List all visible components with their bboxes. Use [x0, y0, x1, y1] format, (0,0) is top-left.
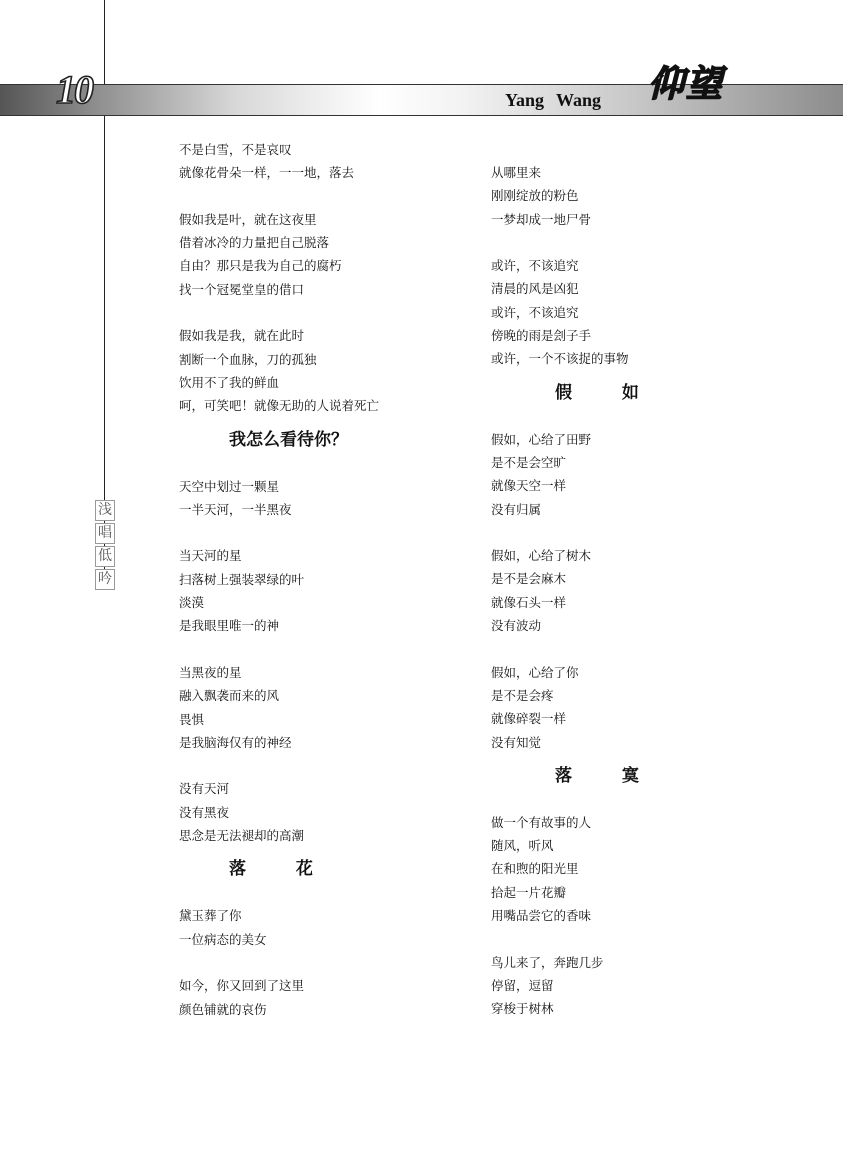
poem-line: 假如，心给了田野	[491, 431, 592, 447]
poem-line: 就像石头一样	[491, 594, 567, 610]
poem-line: 假如我是叶，就在这夜里	[179, 211, 317, 227]
poem-title: 我怎么看待你？	[229, 429, 348, 450]
poem-line: 没有天河	[179, 781, 230, 797]
romanized-word: Yang	[505, 90, 545, 110]
poem-line: 颜色铺就的哀伤	[179, 1001, 267, 1017]
poem-line: 是我脑海仅有的神经	[179, 734, 292, 750]
poem-line: 或许，一个不该捉的事物	[491, 351, 629, 367]
poem-line: 割断一个血脉，刀的孤独	[179, 351, 317, 367]
poem-line: 就像天空一样	[491, 478, 567, 494]
poem-line: 如今，你又回到了这里	[179, 978, 305, 994]
poem-line: 假如我是我，就在此时	[179, 328, 305, 344]
poem-line: 或许，不该追究	[491, 304, 579, 320]
poem-line: 当天河的星	[179, 548, 242, 564]
poem-line: 随风，听风	[491, 838, 554, 854]
poem-line: 假如，心给了你	[491, 664, 579, 680]
book-title: 仰望	[648, 64, 725, 105]
poem-title: 落 花	[229, 859, 335, 880]
right-column	[491, 161, 791, 1021]
poem-line: 饮用不了我的鲜血	[179, 374, 280, 390]
poem-line: 借着冰冷的力量把自己脱落	[179, 235, 330, 251]
poem-line: 就像碎裂一样	[491, 711, 567, 727]
poem-line: 一位病态的美女	[179, 931, 267, 947]
poem-line: 自由？那只是我为自己的腐朽	[179, 258, 342, 274]
poem-line: 扫落树上强装翠绿的叶	[179, 571, 305, 587]
poem-line: 就像花骨朵一样，一一地，落去	[179, 165, 355, 181]
poem-line: 思念是无法褪却的高潮	[179, 828, 305, 844]
poem-line: 或许，不该追究	[491, 258, 579, 274]
section-label-char: 唱	[95, 523, 115, 544]
poem-line: 没有知觉	[491, 734, 542, 750]
poem-line: 不是白雪，不是哀叹	[179, 142, 292, 157]
poem-line: 鸟儿来了，奔跑几步	[491, 954, 604, 970]
poem-line: 清晨的风是凶犯	[491, 281, 579, 297]
poem-title: 落 寞	[555, 765, 661, 786]
poem-line: 一梦却成一地尸骨	[491, 211, 592, 227]
section-label-char: 吟	[95, 569, 115, 590]
poem-line: 刚刚绽放的粉色	[491, 188, 579, 204]
poem-line: 拾起一片花瓣	[491, 884, 567, 900]
poem-line: 天空中划过一颗星	[179, 478, 280, 494]
poem-line: 一半天河，一半黑夜	[179, 501, 292, 517]
poem-line: 畏惧	[179, 711, 205, 727]
poem-line: 呵，可笑吧！就像无助的人说着死亡	[179, 398, 380, 414]
poem-line: 没有归属	[491, 501, 542, 517]
section-label-char: 低	[95, 546, 115, 567]
poem-line: 找一个冠冕堂皇的借口	[179, 281, 305, 297]
poem-title: 假 如	[555, 382, 661, 403]
poem-line: 黛玉葬了你	[179, 908, 242, 924]
romanized-title	[505, 90, 601, 111]
poem-line: 没有波动	[491, 618, 542, 634]
poem-line: 假如，心给了树木	[491, 548, 592, 564]
poem-line: 用嘴品尝它的香味	[491, 908, 592, 924]
left-column	[179, 138, 469, 1021]
page-number: 10	[56, 67, 92, 112]
poem-line: 是不是会空旷	[491, 454, 567, 470]
poem-line: 从哪里来	[491, 165, 542, 180]
poem-line: 停留，逗留	[491, 977, 554, 993]
poem-line: 是不是会疼	[491, 687, 554, 703]
poem-line: 融入飘袭而来的风	[179, 688, 280, 704]
section-label	[95, 500, 115, 590]
poem-line: 没有黑夜	[179, 804, 230, 820]
poem-line: 傍晚的雨是刽子手	[491, 328, 592, 344]
poem-line: 是不是会麻木	[491, 571, 567, 587]
poem-line: 在和煦的阳光里	[491, 861, 579, 877]
section-label-char: 浅	[95, 500, 115, 521]
poem-line: 淡漠	[179, 595, 205, 611]
poem-line: 做一个有故事的人	[491, 814, 592, 830]
poem-line: 穿梭于树林	[491, 1001, 554, 1017]
poem-line: 当黑夜的星	[179, 664, 242, 680]
poem-line: 是我眼里唯一的神	[179, 618, 280, 634]
romanized-word: Wang	[556, 90, 602, 110]
